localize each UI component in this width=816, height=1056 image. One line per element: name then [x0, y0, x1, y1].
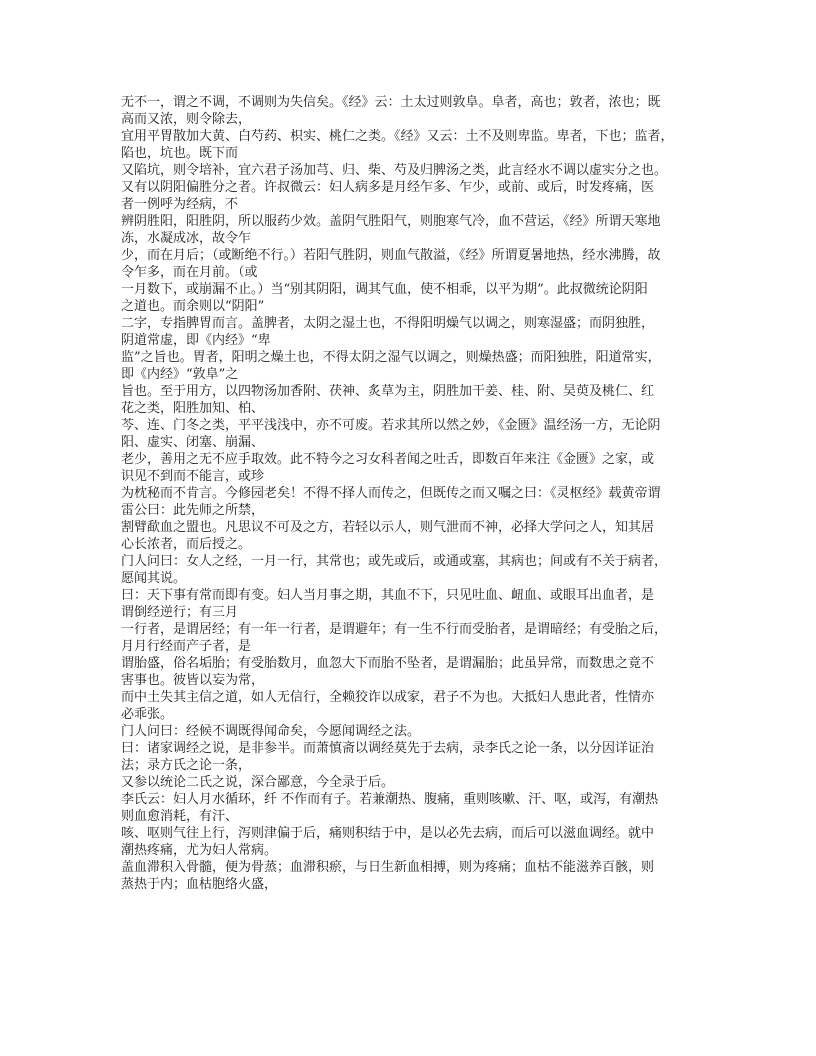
text-line: 月月行经而产子者，是 [121, 639, 252, 654]
text-line: 令乍多，而在月前。（或 [121, 265, 258, 280]
text-line: 谓胎盛，俗名垢胎；有受胎数月，血忽大下而胎不坠者，是谓漏胎；此虽异常，而数患之竟不 [121, 656, 655, 671]
text-line: 为枕秘而不肯言。今修园老矣！不得不择人而传之，但既传之而又嘱之曰：《灵枢经》载黄帝谓 [121, 486, 661, 501]
text-line: 又有以阴阳偏胜分之者。许叔微云：妇人病多是月经乍多、乍少，或前、或后，时发疼痛，医 [121, 180, 655, 195]
text-line: 无不一，谓之不调，不调则为失信矣。《经》云：土太过则敦阜。阜者，高也；敦者，浓也；既 [121, 95, 661, 110]
text-line: 花之类，阳胜加知、柏、 [121, 401, 265, 416]
text-line: 雷公曰：此先师之所禁， [121, 503, 265, 518]
document-page [121, 94, 701, 944]
text-line: 即《内经》“敦阜”之 [121, 367, 239, 382]
text-line: 心长浓者，而后授之。 [121, 537, 252, 552]
text-line: 又陷坑，则令培补，宜六君子汤加芎、归、柴、芍及归脾汤之类，此言经水不调以虚实分之也。 [121, 163, 668, 178]
text-line: 蒸热于内；血枯胞络火盛， [121, 877, 278, 892]
text-line: 一行者，是谓居经；有一年一行者，是谓避年；有一生不行而受胎者，是谓暗经；有受胎之后， [121, 622, 668, 637]
text-line: 老少，善用之无不应手取效。此不特今之习女科者闻之吐舌，即数百年来注《金匮》之家，或 [121, 452, 655, 467]
text-line: 法；录方氏之论一条， [121, 758, 252, 773]
text-line: 二字，专指脾胃而言。盖脾者，太阴之湿土也，不得阳明燥气以调之，则寒湿盛；而阴独胜， [121, 316, 655, 331]
text-line: 愿闻其说。 [121, 571, 187, 586]
text-line: 害事也。彼皆以妄为常， [121, 673, 265, 688]
text-line: 陷也，坑也。既下而 [121, 146, 239, 161]
text-line: 阴道常虚，即《内经》“卑 [121, 333, 271, 348]
text-line: 必乖张。 [121, 707, 174, 722]
text-line: 识见不到而不能言，或珍 [121, 469, 265, 484]
text-line: 又参以统论二氏之说，深合鄙意，今全录于后。 [121, 775, 395, 790]
text-line: 少，而在月后；（或断绝不行。）若阳气胜阴，则血气散溢，《经》所谓夏暑地热，经水沸腾，故 [121, 248, 661, 263]
text-line: 而中土失其主信之道，如人无信行，全赖狡诈以成家，君子不为也。大抵妇人患此者，性情亦 [121, 690, 655, 705]
text-line: 盖血滞积入骨髓，便为骨蒸；血滞积瘀，与日生新血相搏，则为疼痛；血枯不能滋养百骸，则 [121, 860, 655, 875]
text-line: 宜用平胃散加大黄、白芍药、枳实、桃仁之类。《经》又云：土不及则卑监。卑者，下也；监者， [121, 129, 674, 144]
text-line: 之道也。而余则以“阴阳” [121, 299, 265, 314]
text-line: 芩、连、门冬之类，平平浅浅中，亦不可废。若求其所以然之妙，《金匮》温经汤一方，无论阴 [121, 418, 661, 433]
text-line: 监”之旨也。胃者，阳明之燥土也，不得太阴之湿气以调之，则燥热盛；而阳独胜，阳道常实， [121, 350, 661, 365]
text-line: 一月数下，或崩漏不止。）当“别其阴阳，调其气血，使不相乖，以平为期”。此叔微统论阴阳 [121, 282, 648, 297]
text-line: 门人问曰：经候不调既得闻命矣，今愿闻调经之法。 [121, 724, 421, 739]
text-line: 割臂歃血之盟也。凡思议不可及之方，若轻以示人，则气泄而不神，必择大学问之人，知其居 [121, 520, 655, 535]
text-line: 旨也。至于用方，以四物汤加香附、茯神、炙草为主，阴胜加干姜、桂、附、吴萸及桃仁、红 [121, 384, 655, 399]
text-line [121, 910, 701, 927]
text-line [121, 893, 701, 910]
text-line: 曰：天下事有常而即有变。妇人当月事之期，其血不下，只见吐血、衄血、或眼耳出血者，是 [121, 588, 655, 603]
text-line: 曰：诸家调经之说，是非参半。而萧慎斋以调经莫先于去病，录李氏之论一条，以分因详证治 [121, 741, 655, 756]
text-line: 谓倒经逆行；有三月 [121, 605, 239, 620]
text-line: 门人问曰：女人之经，一月一行，其常也；或先或后，或通或塞，其病也；间或有不关于病者， [121, 554, 668, 569]
text-line [121, 927, 701, 944]
text-line: 者一例呼为经病，不 [121, 197, 239, 212]
text-line: 冻，水凝成冰，故令乍 [121, 231, 252, 246]
text-line: 李氏云：妇人月水循环，纤 不作而有子。若兼潮热、腹痛，重则咳嗽、汗、呕，或泻，有潮热 [121, 792, 659, 807]
text-line: 阳、虚实、闭塞、崩漏、 [121, 435, 265, 450]
text-line: 则血愈消耗，有汗、 [121, 809, 239, 824]
text-line: 咳、呕则气往上行，泻则津偏于后，痛则积结于中，是以必先去病，而后可以滋血调经。就中 [121, 826, 655, 841]
text-line: 潮热疼痛，尤为妇人常病。 [121, 843, 278, 858]
text-line: 辨阴胜阳，阳胜阴，所以服药少效。盖阴气胜阳气，则胞寒气冷，血不营运，《经》所谓天寒地 [121, 214, 661, 229]
text-line: 高而又浓，则令除去， [121, 112, 252, 127]
